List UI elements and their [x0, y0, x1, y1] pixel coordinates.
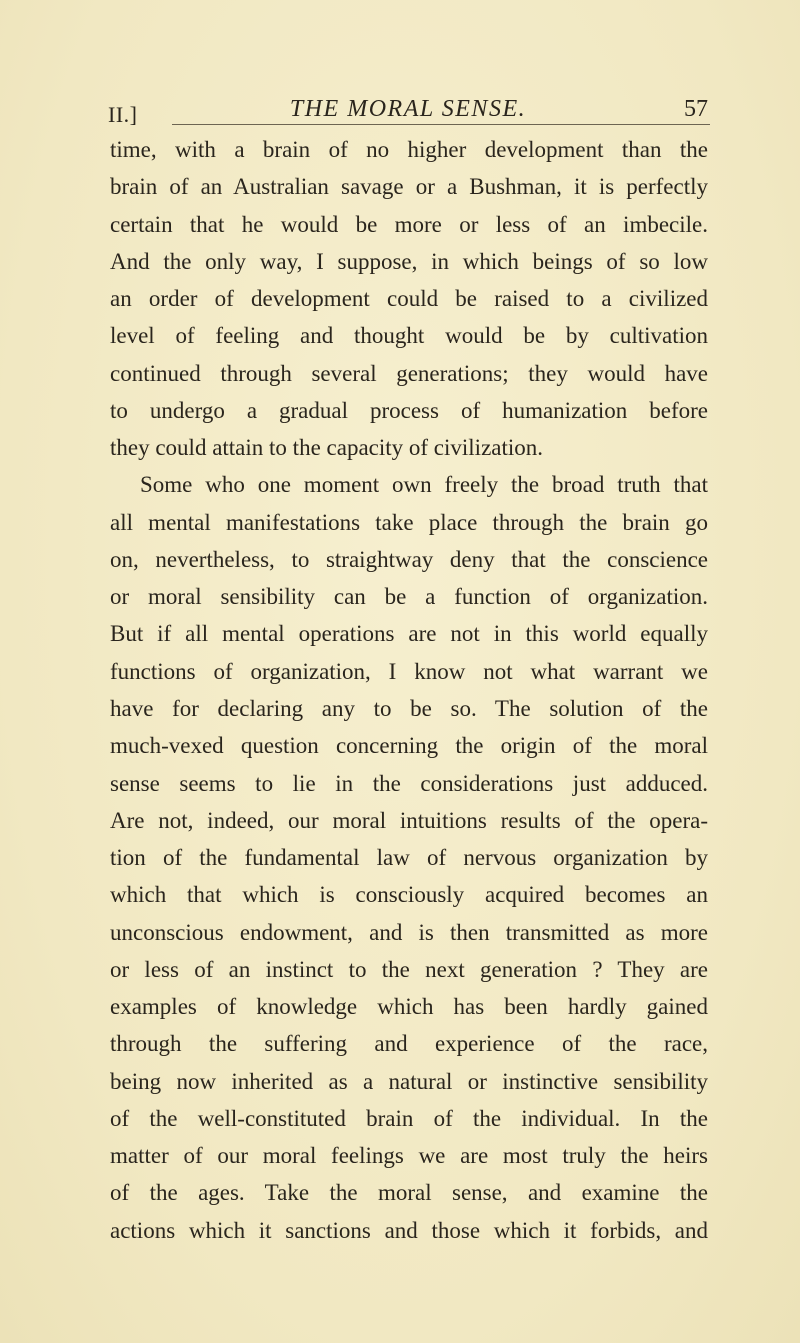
text-line: much-vexed question concerning the origin of the moral	[110, 733, 708, 759]
text-line: And the only way, I suppose, in which beings of so low	[110, 248, 708, 274]
text-line: an order of development could be raised to a civilized	[110, 286, 708, 312]
text-line: brain of an Australian savage or a Bushman, it is perfectly	[110, 174, 708, 200]
text-line: actions which it sanctions and those which it forbids, and	[110, 1217, 708, 1243]
text-line: or moral sensibility can be a function of organization.	[110, 584, 708, 610]
text-line: unconscious endowment, and is then transmitted as more	[110, 919, 708, 945]
header-rule	[172, 124, 710, 125]
text-line: continued through several generations; they would have	[110, 360, 708, 386]
page-header	[108, 96, 708, 126]
text-line: through the suffering and experience of the race,	[110, 1031, 708, 1057]
text-line: tion of the fundamental law of nervous organization by	[110, 845, 708, 871]
text-line: certain that he would be more or less of an imbecile.	[110, 211, 708, 237]
text-line: on, nevertheless, to straightway deny that the conscience	[110, 546, 708, 572]
text-line: which that which is consciously acquired becomes an	[110, 882, 708, 908]
text-line: or less of an instinct to the next generation ? They are	[110, 956, 708, 982]
text-line: being now inherited as a natural or instinctive sensibility	[110, 1068, 708, 1094]
running-title: THE MORAL SENSE.	[289, 96, 527, 122]
text-line: level of feeling and thought would be by cultivation	[110, 323, 708, 349]
body-text	[110, 131, 708, 1249]
text-line: all mental manifestations take place through the brain go	[110, 509, 708, 535]
text-line: sense seems to lie in the considerations just adduced.	[110, 770, 708, 796]
text-line: matter of our moral feelings we are most truly the heirs	[110, 1143, 708, 1169]
text-line: have for declaring any to be so. The solution of the	[110, 695, 708, 721]
text-line: they could attain to the capacity of civilization.	[110, 435, 544, 461]
text-line: of the ages. Take the moral sense, and examine the	[110, 1180, 708, 1206]
page-number: 57	[684, 96, 708, 122]
text-line: But if all mental operations are not in this world equally	[110, 621, 708, 647]
chapter-number: II.]	[108, 102, 138, 127]
text-line: examples of knowledge which has been hardly gained	[110, 994, 708, 1020]
text-line: time, with a brain of no higher development than the	[110, 137, 708, 162]
text-line: functions of organization, I know not what warrant we	[110, 658, 708, 684]
text-line: Some who one moment own freely the broad truth that	[140, 472, 708, 498]
text-line: to undergo a gradual process of humanization before	[110, 397, 708, 423]
text-line: of the well-constituted brain of the individual. In the	[110, 1105, 708, 1131]
text-line: Are not, indeed, our moral intuitions results of the opera-	[110, 807, 708, 833]
